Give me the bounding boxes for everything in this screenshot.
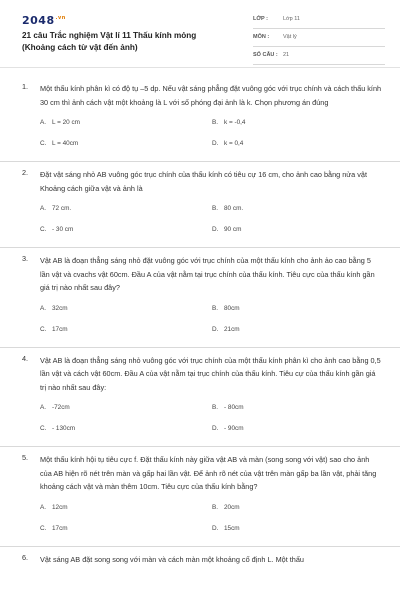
question-text: Vật AB là đoạn thẳng sáng nhỏ vuông góc với trục chính của một thấu kính phân kì cho ảnh cao bằng 0,5 lần vật và cách vật 60cm. Đầu A của vật nằm tại trục chính của thấu kính. Tiêu cự của thấu kính gần giá trị nào nhất sau đây:: [40, 355, 381, 392]
question-number: 4.: [22, 353, 29, 363]
question-number: 3.: [22, 254, 29, 263]
answer-letter: D.: [212, 226, 219, 233]
answer-option-a[interactable]: [40, 404, 70, 411]
question-text: Một thấu kính phân kì có độ tụ –5 dp. Nếu vật sáng phẳng đặt vuông góc với trục chính và cách thấu kính 30 cm thì ảnh cách vật một khoảng là L với số phóng đại ảnh là k. Chọn phương án đúng: [40, 84, 382, 107]
answer-letter: C.: [40, 226, 47, 233]
answer-text: 72 cm.: [52, 205, 72, 212]
answer-option-b[interactable]: [212, 119, 246, 126]
logo-suffix: .vn: [55, 15, 66, 22]
answer-letter: D.: [212, 140, 219, 147]
answer-letter: A.: [40, 205, 47, 212]
answer-text: -72cm: [52, 404, 70, 411]
meta-label: LỚP :: [253, 16, 268, 22]
question-item: [0, 348, 400, 448]
answer-text: - 130cm: [52, 425, 76, 432]
answer-option-b[interactable]: [212, 205, 243, 212]
question-item: [0, 248, 400, 348]
answer-option-d[interactable]: [212, 226, 241, 233]
answer-row: [40, 400, 382, 421]
answer-row: [40, 136, 382, 157]
answer-options: [40, 400, 382, 442]
answer-letter: D.: [212, 425, 219, 432]
page-title: 21 câu Trắc nghiệm Vật lí 11 Thấu kính mỏng (Khoảng cách từ vật đến ảnh): [22, 31, 197, 52]
answer-text: 12cm: [52, 503, 68, 511]
answer-letter: C.: [40, 325, 47, 333]
answer-text: - 30 cm: [52, 226, 74, 233]
logo-text: 2048: [22, 14, 55, 27]
answer-letter: A.: [40, 503, 47, 511]
answer-letter: B.: [212, 205, 219, 212]
answer-text: 20cm: [224, 503, 240, 511]
answer-row: [40, 115, 382, 136]
question-number: 6.: [22, 552, 29, 562]
question-text: Đặt vật sáng nhỏ AB vuông góc trục chính của thấu kính có tiêu cự 16 cm, cho ảnh cao bằng nửa vật Khoảng cách giữa vật và ảnh là: [40, 170, 367, 193]
answer-text: 80 cm.: [224, 205, 244, 212]
answer-text: 21cm: [224, 325, 240, 333]
answer-text: 80cm: [224, 304, 240, 312]
answer-option-b[interactable]: [212, 504, 240, 511]
meta-row-count: [253, 50, 385, 65]
question-item: [0, 447, 400, 547]
answer-options: [40, 301, 382, 343]
answer-option-a[interactable]: [40, 305, 68, 312]
answer-text: 90 cm: [224, 226, 242, 233]
answer-letter: A.: [40, 404, 47, 411]
meta-table: [253, 14, 385, 68]
answer-text: - 80cm: [224, 404, 244, 411]
answer-row: [40, 301, 382, 322]
question-text: Một thấu kính hội tụ tiêu cực f. Đặt thấu kính này giữa vật AB và màn (song song với vật) sao cho ảnh của AB hiện rõ nét trên màn và gấp hai lần vật. Để ảnh rõ nét của vật trên màn gấp ba lần vật, phải tăng khoảng cách vật và màn thêm 10cm. Tiêu cực của thấu kính bằng?: [40, 455, 377, 491]
answer-option-c[interactable]: [40, 425, 75, 432]
answer-row: [40, 521, 382, 542]
question-item: [0, 547, 400, 571]
answer-options: [40, 500, 382, 542]
answer-letter: B.: [212, 304, 219, 312]
answer-option-a[interactable]: [40, 119, 80, 126]
page-header: [0, 0, 400, 64]
answer-row: [40, 500, 382, 521]
meta-row-subject: [253, 32, 385, 47]
answer-letter: B.: [212, 503, 219, 511]
answer-row: [40, 322, 382, 343]
answer-option-d[interactable]: [212, 525, 240, 532]
question-text: Vật sáng AB đặt song song với màn và cách màn một khoảng cố định L. Một thấu: [40, 554, 304, 564]
answer-option-c[interactable]: [40, 140, 78, 147]
answer-option-d[interactable]: [212, 425, 244, 432]
question-text: Vật AB là đoạn thẳng sáng nhỏ đặt vuông góc với trục chính của một thấu kính cho ảnh ảo cao bằng 5 lần vật và cvachs vật 60cm. Đầu A của vật nằm tại trục chính của thấu kính. Tiêu cực của thấu kính gần giá trị nào nhất sau đây?: [40, 256, 375, 292]
answer-letter: B.: [212, 404, 219, 411]
meta-value: Lớp 11: [283, 16, 300, 22]
meta-label: MÔN :: [253, 34, 270, 40]
answer-text: k = -0,4: [224, 119, 246, 126]
question-number: 1.: [22, 82, 29, 91]
answer-options: [40, 115, 382, 157]
answer-option-b[interactable]: [212, 404, 244, 411]
answer-text: 15cm: [224, 524, 240, 532]
header-divider: [0, 67, 400, 68]
answer-letter: C.: [40, 140, 47, 147]
answer-option-a[interactable]: [40, 205, 71, 212]
answer-option-c[interactable]: [40, 525, 68, 532]
answer-letter: A.: [40, 119, 47, 126]
answer-text: 17cm: [52, 325, 68, 333]
site-logo[interactable]: [22, 14, 66, 27]
answer-text: - 90cm: [224, 425, 244, 432]
answer-letter: D.: [212, 524, 219, 532]
meta-value: 21: [283, 52, 290, 58]
meta-label: SỐ CÂU :: [253, 52, 278, 58]
question-item: [0, 76, 400, 162]
meta-value: Vật lý: [283, 34, 297, 40]
meta-row-class: [253, 14, 385, 29]
answer-letter: C.: [40, 524, 47, 532]
answer-option-a[interactable]: [40, 504, 68, 511]
question-item: [0, 162, 400, 248]
answer-text: 32cm: [52, 304, 68, 312]
question-number: 2.: [22, 168, 29, 177]
answer-option-d[interactable]: [212, 140, 243, 147]
answer-row: [40, 201, 382, 222]
answer-letter: D.: [212, 325, 219, 333]
answer-text: L = 20 cm: [52, 119, 81, 126]
question-number: 5.: [22, 453, 29, 462]
answer-letter: B.: [212, 119, 219, 126]
answer-option-c[interactable]: [40, 226, 73, 233]
answer-option-c[interactable]: [40, 326, 68, 333]
answer-text: L = 40cm: [52, 140, 79, 147]
answer-row: [40, 421, 382, 442]
question-list: [0, 76, 400, 570]
answer-letter: C.: [40, 425, 47, 432]
answer-letter: A.: [40, 304, 47, 312]
answer-option-d[interactable]: [212, 326, 240, 333]
answer-options: [40, 201, 382, 243]
answer-text: k = 0,4: [224, 140, 244, 147]
answer-option-b[interactable]: [212, 305, 240, 312]
answer-row: [40, 222, 382, 243]
answer-text: 17cm: [52, 524, 68, 532]
